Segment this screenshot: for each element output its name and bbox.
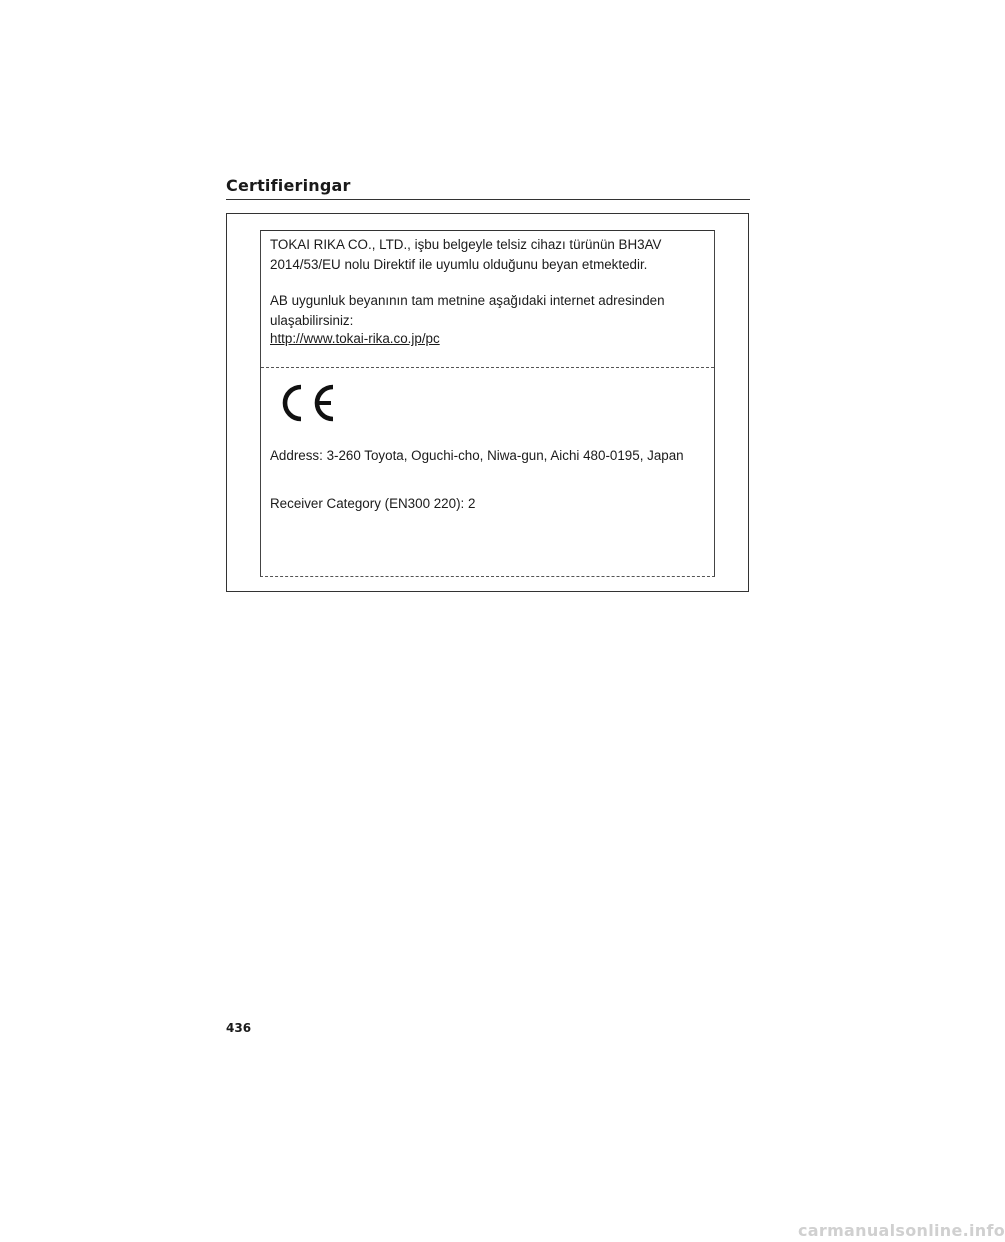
- declaration-line-4: ulaşabilirsiniz:: [270, 313, 354, 328]
- declaration-line-2: 2014/53/EU nolu Direktif ile uyumlu olduğunu beyan etmektedir.: [270, 257, 648, 272]
- ce-mark-icon: [275, 381, 335, 425]
- title-rule: [226, 199, 750, 200]
- address-line: Address: 3-260 Toyota, Oguchi-cho, Niwa-gun, Aichi 480-0195, Japan: [270, 448, 684, 463]
- watermark-text: carmanualsonline.info: [798, 1221, 1005, 1240]
- label-divider: [261, 367, 714, 368]
- section-title: Certifieringar: [226, 176, 351, 195]
- certificate-label: [260, 230, 715, 577]
- receiver-category-line: Receiver Category (EN300 220): 2: [270, 496, 476, 511]
- declaration-line-3: AB uygunluk beyanının tam metnine aşağıdaki internet adresinden: [270, 293, 665, 308]
- page-number: 436: [226, 1021, 252, 1035]
- declaration-url[interactable]: http://www.tokai-rika.co.jp/pc: [270, 331, 440, 346]
- declaration-line-1: TOKAI RIKA CO., LTD., işbu belgeyle telsiz cihazı türünün BH3AV: [270, 237, 662, 252]
